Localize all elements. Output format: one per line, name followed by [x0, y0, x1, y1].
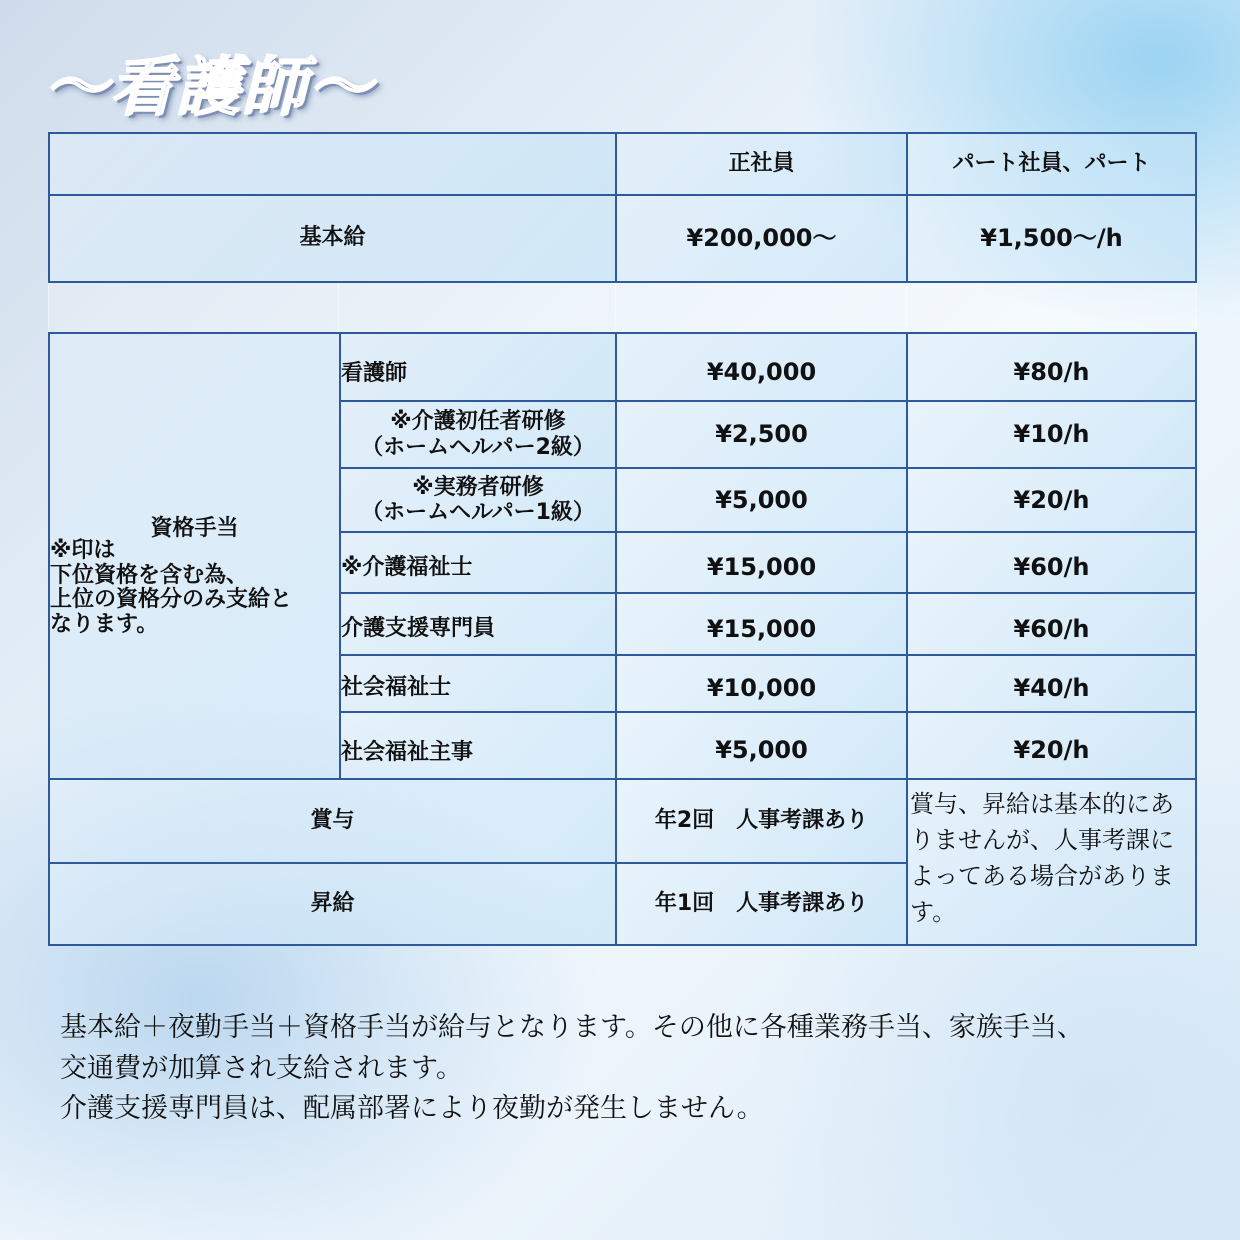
- allowance-part-helper2: ¥10/h: [906, 400, 1197, 469]
- allowance-part-social-worker: ¥40/h: [906, 654, 1197, 713]
- footnote: [60, 1008, 1200, 1130]
- allowance-title: 資格手当: [150, 516, 239, 541]
- header-empty-cell: [48, 132, 617, 196]
- allowance-name-line: 社会福祉士: [341, 674, 452, 700]
- allowance-name-line: ※介護初任者研修: [390, 409, 566, 435]
- allowance-name-care-worker: [339, 531, 617, 594]
- allowance-note-line: 下位資格を含む為、: [50, 562, 249, 588]
- allowance-regular-care-manager: ¥15,000: [615, 592, 908, 656]
- allowance-name-nurse: [339, 332, 617, 402]
- allowance-part-social-welfare-officer: ¥20/h: [906, 711, 1197, 780]
- allowance-part-helper1: ¥20/h: [906, 467, 1197, 533]
- allowance-regular-care-worker: ¥15,000: [615, 531, 908, 594]
- allowance-regular-nurse: ¥40,000: [615, 332, 908, 402]
- allowance-regular-social-welfare-officer: ¥5,000: [615, 711, 908, 780]
- allowance-group: [48, 332, 341, 780]
- allowance-note-line: 上位の資格分のみ支給と: [50, 587, 293, 613]
- allowance-name-social-worker: [339, 654, 617, 713]
- allowance-name-social-welfare-officer: [339, 711, 617, 780]
- allowance-note-line: ※印は: [50, 538, 116, 563]
- allowance-note-line: なります。: [50, 611, 159, 637]
- allowance-name-line: 介護支援専門員: [341, 616, 496, 642]
- footnote-line: 交通費が加算され支給されます。: [60, 1052, 463, 1084]
- base-salary-regular: ¥200,000～: [615, 194, 908, 283]
- allowance-name-line: （ホームヘルパー2級）: [361, 434, 595, 460]
- footnote-line: 介護支援専門員は、配属部署により夜勤が発生しません。: [60, 1093, 764, 1124]
- allowance-name-line: ※実務者研修: [412, 474, 544, 500]
- allowance-part-nurse: ¥80/h: [906, 332, 1197, 402]
- allowance-name-line: 社会福祉主事: [341, 739, 474, 765]
- spacer-divider: [616, 283, 907, 332]
- allowance-name-line: 看護師: [341, 361, 408, 387]
- spacer-divider: [338, 283, 616, 332]
- base-salary-label: 基本給: [48, 194, 617, 283]
- part-bonus-note: 賞与、昇給は基本的にありませんが、人事考課によってある場合があります。: [906, 778, 1197, 946]
- allowance-name-line: （ホームヘルパー1級）: [361, 500, 595, 525]
- allowance-regular-helper1: ¥5,000: [615, 467, 908, 533]
- allowance-name-line: ※介護福祉士: [341, 554, 473, 580]
- bonus-regular: 年2回 人事考課あり: [615, 778, 908, 864]
- raise-label: 昇給: [48, 862, 617, 946]
- base-salary-part: ¥1,500～/h: [906, 194, 1197, 283]
- footnote-line: 基本給＋夜勤手当＋資格手当が給与となります。その他に各種業務手当、家族手当、: [60, 1012, 1084, 1043]
- allowance-name-helper2: [339, 400, 617, 469]
- allowance-part-care-worker: ¥60/h: [906, 531, 1197, 594]
- allowance-name-helper1: [339, 467, 617, 533]
- allowance-note: [50, 539, 340, 638]
- bonus-label: 賞与: [48, 778, 617, 864]
- allowance-part-care-manager: ¥60/h: [906, 592, 1197, 656]
- allowance-regular-helper2: ¥2,500: [615, 400, 908, 469]
- allowance-regular-social-worker: ¥10,000: [615, 654, 908, 713]
- page-title: ～看護師～: [44, 51, 374, 125]
- allowance-name-care-manager: [339, 592, 617, 656]
- raise-regular: 年1回 人事考課あり: [615, 862, 908, 946]
- header-regular: 正社員: [615, 132, 908, 196]
- header-part: パート社員、パート: [906, 132, 1197, 196]
